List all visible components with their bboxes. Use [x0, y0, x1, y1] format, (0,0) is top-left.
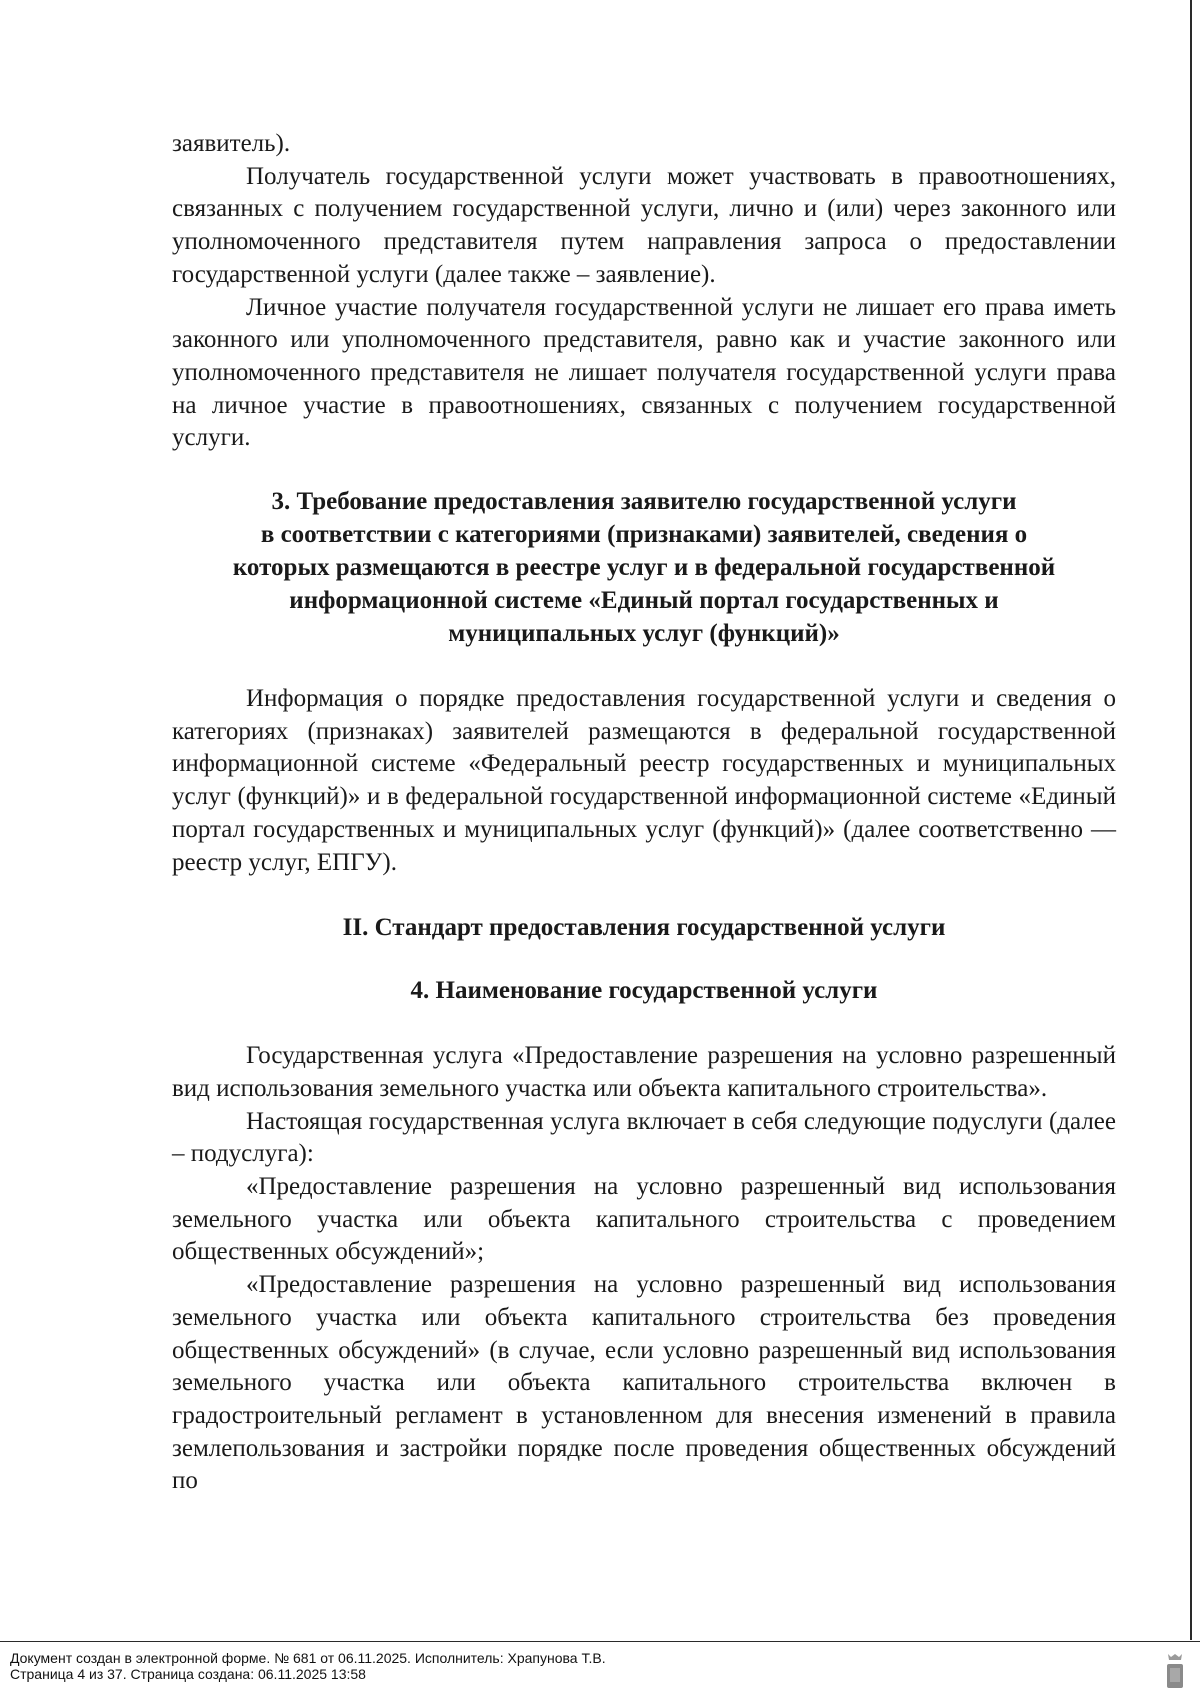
paragraph-registry-info: Информация о порядке предоставления государственной услуги и сведения о категориях (признаках) заявителей размещаются в федеральной государственной информационной системе «Федеральный реестр государственных и муниципальных услуг (функций)» и в федеральной государственной информационной системе «Единый портал государственных и муниципальных услуг (функций)» (далее соответственно — реестр услуг, ЕПГУ).: [172, 685, 1116, 876]
paragraph-subservice-without-hearings: «Предоставление разрешения на условно разрешенный вид использования земельного участка или объекта капитального строительства без проведения общественных обсуждений» (в случае, если условно разрешенный вид использования земельного участка или объекта капитального строительства включен в градостроительный регламент в установленном для внесения изменений в правила землепользования и застройки порядке после проведения общественных обсуждений по: [172, 1271, 1116, 1495]
paragraph-personal-participation: Личное участие получателя государственной услуги не лишает его права иметь законного или уполномоченного представителя, равно как и участие законного или уполномоченного представителя не лишает получателя государственной услуги права на личное участие в правоотношениях, связанных с получением государственной услуги.: [172, 293, 1116, 452]
heading-line: в соответствии с категориями (признаками) заявителей, сведения о: [260, 521, 1028, 549]
heading-line: которых размещаются в реестре услуг и в федеральной государственной: [232, 554, 1056, 582]
document-body: [172, 128, 1116, 1498]
paragraph-service-name: Государственная услуга «Предоставление разрешения на условно разрешенный вид использования земельного участка или объекта капитального строительства».: [172, 1042, 1116, 1102]
section-4-heading: 4. Наименование государственной услуги: [410, 977, 878, 1005]
heading-line: информационной системе «Единый портал государственных и: [289, 587, 999, 615]
page-edge-line: [1190, 0, 1192, 1640]
paragraph-subservice-with-hearings: «Предоставление разрешения на условно разрешенный вид использования земельного участка или объекта капитального строительства с проведением общественных обсуждений»;: [172, 1173, 1116, 1266]
heading-line: муниципальных услуг (функций)»: [448, 620, 840, 648]
section-3-heading: [172, 485, 1116, 650]
paragraph-subservices-intro: Настоящая государственная услуга включает в себя следующие подуслуги (далее – подуслуга):: [172, 1107, 1116, 1168]
footer-page-info: Страница 4 из 37. Страница создана: 06.11.2025 13:58: [10, 1666, 366, 1682]
paragraph-continuation: заявитель).: [172, 130, 291, 157]
footer-text: [10, 1650, 606, 1682]
part-2-heading: II. Стандарт предоставления государственной услуги: [342, 914, 946, 942]
footer-document-info: Документ создан в электронной форме. № 681 от 06.11.2025. Исполнитель: Храпунова Т.В.: [10, 1650, 606, 1666]
document-footer: [0, 1641, 1200, 1699]
paragraph-recipient-participation: Получатель государственной услуги может участвовать в правоотношениях, связанных с получением государственной услуги, лично и (или) через законного или уполномоченного представителя путем направления запроса о предоставлении государственной услуги (далее также – заявление).: [172, 162, 1116, 288]
coat-of-arms-icon: [1164, 1652, 1186, 1692]
heading-line: 3. Требование предоставления заявителю государственной услуги: [271, 488, 1017, 516]
